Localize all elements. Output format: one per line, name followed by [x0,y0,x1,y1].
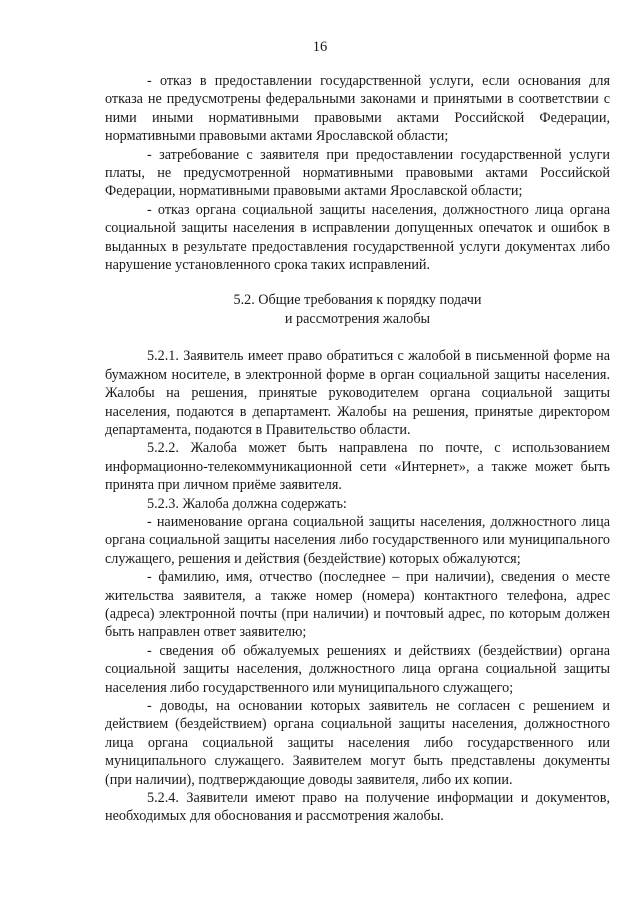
list-item-appealed-decisions: - сведения об обжалуемых решениях и действиях (бездействии) органа социальной защиты населения, должностного лица органа социальной защиты населения либо государственного или муниципального служащего; [105,642,610,696]
paragraph-5-2-4: 5.2.4. Заявители имеют право на получение информации и документов, необходимых для обоснования и рассмотрения жалобы. [105,790,610,825]
section-heading [105,291,610,328]
list-item-authority-name: - наименование органа социальной защиты населения, должностного лица органа социальной защиты населения либо государственного или муниципального служащего, решения и действия (бездействие) которых обжалуются; [105,513,610,567]
list-item-arguments: - доводы, на основании которых заявитель не согласен с решением и действием (бездействием) органа социальной защиты населения, должностного лица органа социальной защиты населения либо государственного или муниципального служащего. Заявителем могут быть представлены документы (при наличии), подтверждающие доводы заявителя, либо их копии. [105,698,610,788]
document-body [105,72,610,826]
section-heading-line-2: и рассмотрения жалобы [284,310,431,327]
paragraph-refusal-grounds: - отказ в предоставлении государственной услуги, если основания для отказа не предусмотрены федеральными законами и принятыми в соответствии с ними иными нормативными правовыми актами Российской Федерации, нормативными правовыми актами Ярославской области; [105,73,610,145]
paragraph-5-2-2: 5.2.2. Жалоба может быть направлена по почте, с использованием информационно-телекоммуникационной сети «Интернет», а также может быть принята при личном приёме заявителя. [105,440,610,494]
paragraph-5-2-3: 5.2.3. Жалоба должна содержать: [147,495,347,512]
list-item-applicant-details: - фамилию, имя, отчество (последнее – при наличии), сведения о месте жительства заявителя, а также номер (номера) контактного телефона, адрес (адреса) электронной почты (при наличии) и почтовый адрес, по которым должен быть направлен ответ заявителю; [105,569,610,641]
paragraph-fee-demand: - затребование с заявителя при предоставлении государственной услуги платы, не предусмотренной нормативными правовыми актами Российской Федерации, нормативными правовыми актами Ярославской области; [105,146,610,200]
page-number: 16 [312,39,328,55]
section-heading-line-1: 5.2. Общие требования к порядку подачи [233,292,482,309]
paragraph-5-2-1: 5.2.1. Заявитель имеет право обратиться с жалобой в письменной форме на бумажном носителе, в электронной форме в орган социальной защиты населения. Жалобы на решения, принятые руководителем органа социальной защиты населения, подаются в департамент. Жалобы на решения, принятые директором департамента, подаются в Правительство области. [105,348,610,438]
paragraph-correction-refusal: - отказ органа социальной защиты населения, должностного лица органа социальной защиты населения в исправлении допущенных опечаток и ошибок в выданных в результате предоставления государственной услуги документах либо нарушение установленного срока таких исправлений. [105,201,610,274]
